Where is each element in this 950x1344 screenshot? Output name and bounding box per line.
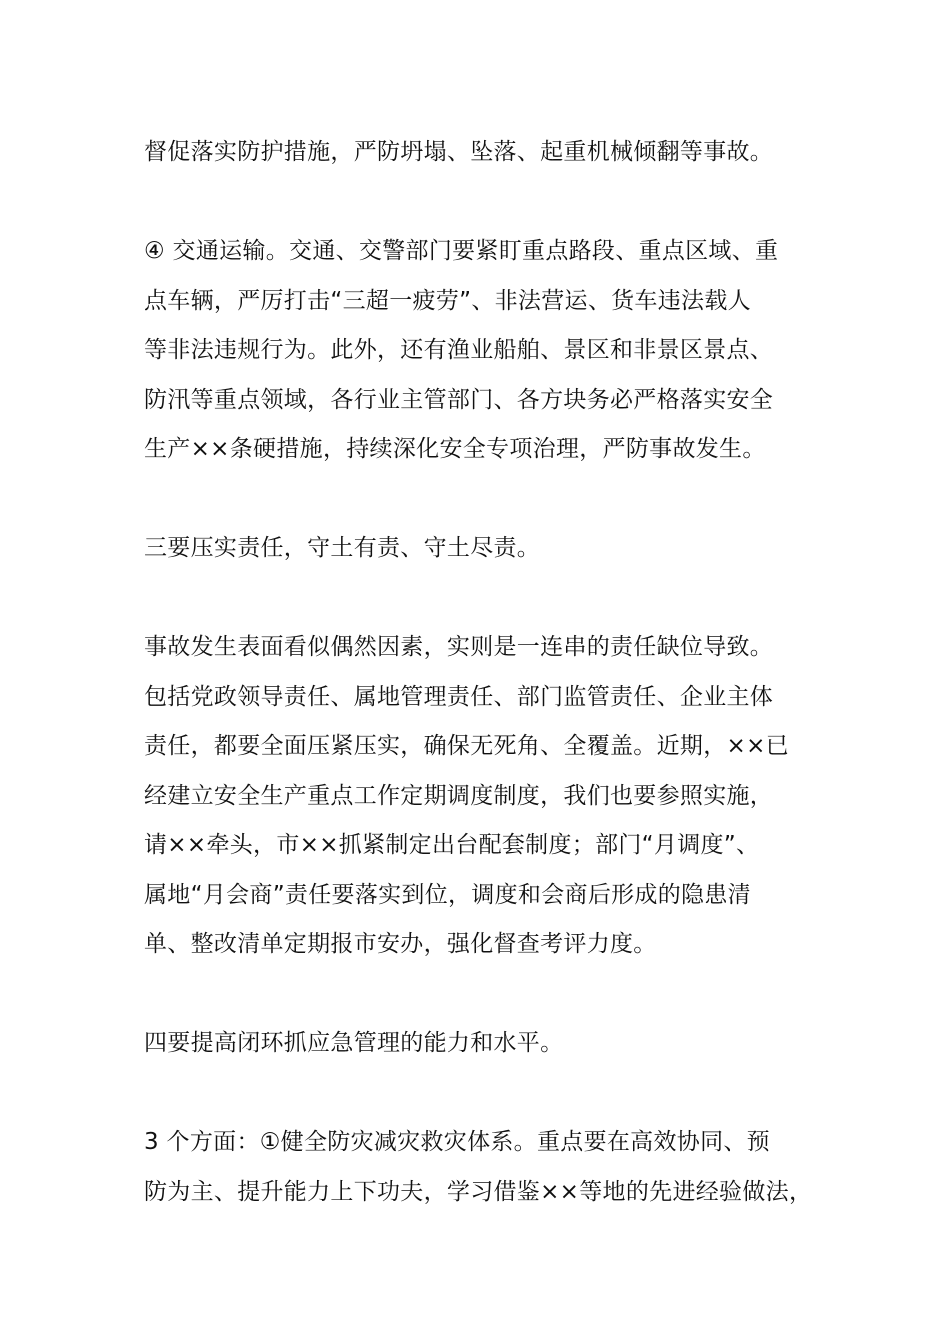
text-line: 包括党政领导责任、属地管理责任、部门监管责任、企业主体 (144, 683, 774, 710)
text-line: 三要压实责任，守土有责、守土尽责。 (144, 535, 541, 561)
paragraph-responsibility (144, 623, 824, 970)
text-line: 等非法违规行为。此外，还有渔业船舶、景区和非景区景点、 (144, 337, 774, 363)
text-line: 督促落实防护措施，严防坍塌、坠落、起重机械倾翻等事故。 (144, 139, 774, 165)
text-line: 单、整改清单定期报市安办，强化督查考评力度。 (144, 931, 657, 957)
text-line: ④ 交通运输。交通、交警部门要紧盯重点路段、重点区域、重 (144, 238, 779, 264)
paragraph-three-aspects (144, 1118, 824, 1217)
text-line: 3 个方面：①健全防灾减灾救灾体系。重点要在高效协同、预 (144, 1129, 770, 1155)
paragraph-protection-measures (144, 128, 824, 178)
text-line: 责任，都要全面压紧压实，确保无死角、全覆盖。近期，××已 (144, 733, 789, 759)
text-line: 属地“月会商”责任要落实到位，调度和会商后形成的隐患清 (144, 881, 751, 908)
text-line: 防为主、提升能力上下功夫，学习借鉴××等地的先进经验做法， (144, 1178, 813, 1205)
text-line: 经建立安全生产重点工作定期调度制度，我们也要参照实施， (144, 782, 774, 809)
text-line: 事故发生表面看似偶然因素，实则是一连串的责任缺位导致。 (144, 634, 774, 660)
text-line: 四要提高闭环抓应急管理的能力和水平。 (144, 1030, 564, 1056)
text-line: 请××牵头，市××抓紧制定出台配套制度；部门“月调度”、 (144, 832, 760, 858)
text-line: 防汛等重点领域，各行业主管部门、各方块务必严格落实安全 (144, 386, 774, 413)
paragraph-traffic-transport (144, 227, 824, 475)
text-line: 生产××条硬措施，持续深化安全专项治理，严防事故发生。 (144, 436, 766, 462)
heading-third-point (144, 524, 824, 574)
text-line: 点车辆，严厉打击“三超一疲劳”、非法营运、货车违法载人 (144, 287, 751, 314)
heading-fourth-point (144, 1019, 824, 1069)
